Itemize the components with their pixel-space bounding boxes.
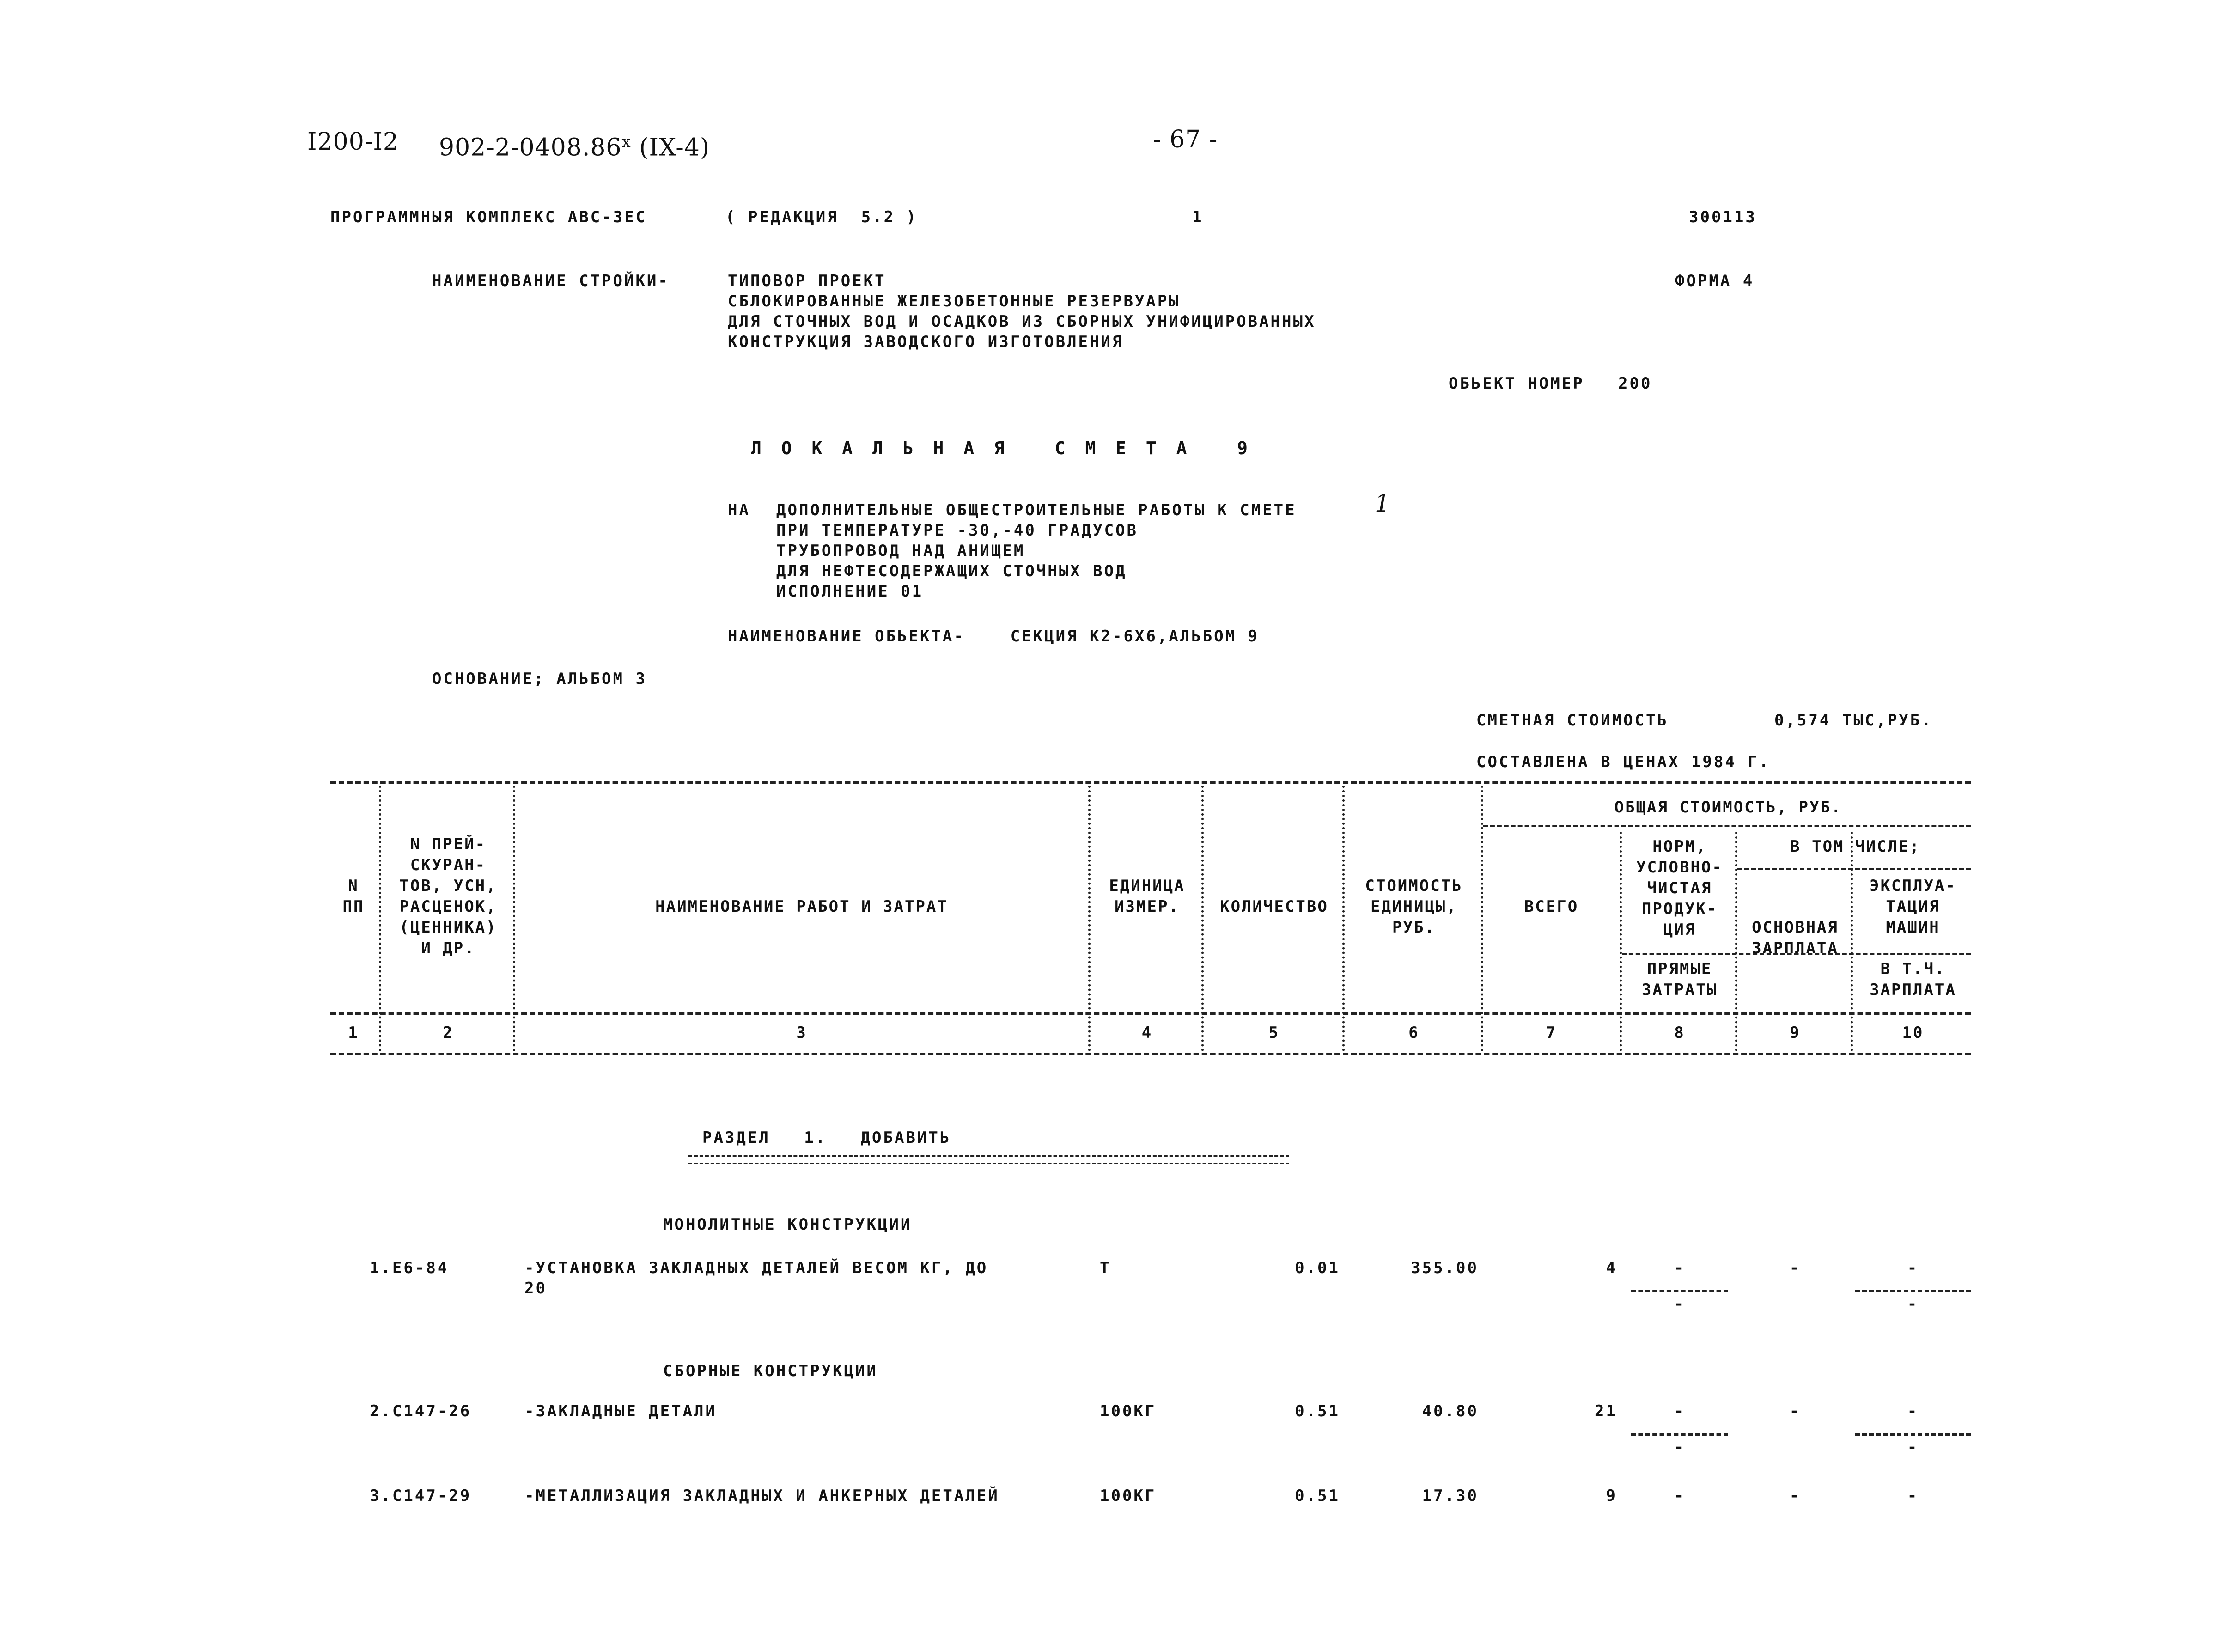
colnum-6: 6 bbox=[1408, 1024, 1420, 1042]
colnum-5: 5 bbox=[1268, 1024, 1280, 1042]
row-total: 4 bbox=[1606, 1259, 1617, 1277]
estimate-line-4: ДЛЯ НЕФТЕСОДЕРЖАЩИХ СТОЧНЫХ ВОД bbox=[776, 562, 1127, 580]
table-head-rule bbox=[330, 1012, 1971, 1015]
form-label: ФОРМА 4 bbox=[1675, 272, 1755, 290]
row-name: -МЕТАЛЛИЗАЦИЯ ЗАКЛАДНЫХ И АНКЕРНЫХ ДЕТАЛЕЙ bbox=[524, 1487, 999, 1505]
row-qty: 0.51 bbox=[1295, 1487, 1340, 1505]
program-code: 300113 bbox=[1689, 208, 1757, 226]
project-number bbox=[439, 132, 710, 162]
col-divider-9 bbox=[1851, 832, 1853, 1051]
row-code: 1.Е6-84 bbox=[370, 1259, 449, 1277]
row-salary: - bbox=[1789, 1402, 1801, 1420]
row-machine-salary: - bbox=[1907, 1438, 1919, 1457]
estimate-line-1: ДОПОЛНИТЕЛЬНЫЕ ОБЩЕСТРОИТЕЛЬНЫЕ РАБОТЫ К СМЕТЕ bbox=[776, 501, 1297, 519]
th-work-name: НАИМЕНОВАНИЕ РАБОТ И ЗАТРАТ bbox=[655, 897, 948, 916]
estimate-hand-number: 1 bbox=[1375, 490, 1391, 518]
program-label: ПРОГРАММНЫЯ КОМПЛЕКС АВС-ЗЕС bbox=[330, 208, 647, 226]
col-divider-5 bbox=[1342, 786, 1345, 1051]
colnum-1: 1 bbox=[348, 1024, 359, 1042]
th-salary: ОСНОВНАЯ ЗАРПЛАТА bbox=[1752, 918, 1839, 957]
page-number: - 67 - bbox=[1153, 126, 1218, 153]
row-direct: - bbox=[1674, 1295, 1686, 1313]
section-underline bbox=[688, 1155, 1289, 1164]
row-salary: - bbox=[1789, 1259, 1801, 1277]
colnum-4: 4 bbox=[1141, 1024, 1153, 1042]
total-cost-rule bbox=[1483, 825, 1971, 827]
row-sub-rule bbox=[1855, 1433, 1971, 1436]
row-total: 21 bbox=[1595, 1402, 1617, 1420]
row-qty: 0.51 bbox=[1295, 1402, 1340, 1420]
row-code: 2.С147-26 bbox=[370, 1402, 472, 1420]
colnum-2: 2 bbox=[443, 1024, 454, 1042]
object-number: ОБЬЕКТ НОМЕР 200 bbox=[1449, 374, 1652, 393]
row-name: -ЗАКЛАДНЫЕ ДЕТАЛИ bbox=[524, 1402, 717, 1420]
colnum-7: 7 bbox=[1546, 1024, 1557, 1042]
construction-label: НАИМЕНОВАНИЕ СТРОЙКИ- bbox=[432, 272, 670, 290]
row-norm: - bbox=[1674, 1487, 1686, 1505]
cost-value: 0,574 ТЫС,РУБ. bbox=[1774, 711, 1933, 730]
project-series: (IX-4) bbox=[639, 134, 710, 162]
row-price: 40.80 bbox=[1422, 1402, 1479, 1420]
col-divider-4 bbox=[1201, 786, 1204, 1051]
estimate-line-5: ИСПОЛНЕНИЕ 01 bbox=[776, 582, 924, 601]
th-total-cost: ОБЩАЯ СТОИМОСТЬ, РУБ. bbox=[1614, 798, 1842, 817]
th-machine-salary: В Т.Ч. ЗАРПЛАТА bbox=[1870, 960, 1956, 999]
th-incl: В ТОМ ЧИСЛЕ; bbox=[1790, 837, 1920, 856]
colnum-10: 10 bbox=[1902, 1024, 1924, 1042]
row-direct: - bbox=[1674, 1438, 1686, 1457]
colnum-9: 9 bbox=[1790, 1024, 1801, 1042]
row-salary: - bbox=[1789, 1487, 1801, 1505]
row-machine-salary: - bbox=[1907, 1295, 1919, 1313]
col-divider-1 bbox=[379, 786, 381, 1051]
group-precast: СБОРНЫЕ КОНСТРУКЦИИ bbox=[663, 1362, 878, 1380]
estimate-line-2: ПРИ ТЕМПЕРАТУРЕ -30,-40 ГРАДУСОВ bbox=[776, 521, 1139, 540]
group-monolithic: МОНОЛИТНЫЕ КОНСТРУКЦИИ bbox=[663, 1215, 912, 1234]
estimate-line-3: ТРУБОПРОВОД НАД АНИЩЕМ bbox=[776, 542, 1025, 560]
row-price: 355.00 bbox=[1411, 1259, 1479, 1277]
program-num: 1 bbox=[1192, 208, 1204, 226]
col-divider-2 bbox=[513, 786, 515, 1051]
sheet-code: I200-I2 bbox=[307, 128, 399, 156]
row-machines: - bbox=[1907, 1402, 1919, 1420]
row-norm: - bbox=[1674, 1402, 1686, 1420]
th-norm: НОРМ, УСЛОВНО- ЧИСТАЯ ПРОДУК- ЦИЯ bbox=[1636, 837, 1723, 939]
table-top-rule bbox=[330, 781, 1971, 784]
col-divider-7 bbox=[1620, 832, 1622, 1051]
table-bottom-rule bbox=[330, 1053, 1971, 1055]
th-unit: ЕДИНИЦА ИЗМЕР. bbox=[1109, 877, 1185, 916]
construction-line-4: КОНСТРУКЦИЯ ЗАВОДСКОГО ИЗГОТОВЛЕНИЯ bbox=[728, 333, 1124, 351]
construction-line-3: ДЛЯ СТОЧНЫХ ВОД И ОСАДКОВ ИЗ СБОРНЫХ УНИФИЦИРОВАННЫХ bbox=[728, 312, 1316, 331]
th-pricelist: N ПРЕЙ- СКУРАН- ТОВ, УСН, РАСЦЕНОК, (ЦЕННИКА) И ДР. bbox=[399, 835, 497, 957]
row-price: 17.30 bbox=[1422, 1487, 1479, 1505]
row-unit: 100КГ bbox=[1100, 1487, 1157, 1505]
row-unit: 100КГ bbox=[1100, 1402, 1157, 1420]
program-edition: ( РЕДАКЦИЯ 5.2 ) bbox=[725, 208, 918, 226]
colnum-8: 8 bbox=[1674, 1024, 1685, 1042]
estimate-title: Л О К А Л Ь Н А Я С М Е Т А 9 bbox=[751, 438, 1252, 458]
col-divider-3 bbox=[1088, 786, 1091, 1051]
th-total: ВСЕГО bbox=[1524, 897, 1579, 916]
row-norm: - bbox=[1674, 1259, 1686, 1277]
construction-line-1: ТИПОВОР ПРОЕКТ bbox=[728, 272, 886, 290]
estimate-na: НА bbox=[728, 501, 750, 519]
construction-line-2: СБЛОКИРОВАННЫЕ ЖЕЛЕЗОБЕТОННЫЕ РЕЗЕРВУАРЫ bbox=[728, 292, 1180, 311]
row-total: 9 bbox=[1606, 1487, 1617, 1505]
object-name: НАИМЕНОВАНИЕ ОБЬЕКТА- СЕКЦИЯ К2-6Х6,АЛЬБОМ 9 bbox=[728, 627, 1260, 646]
row-code: 3.С147-29 bbox=[370, 1487, 472, 1505]
row-machines: - bbox=[1907, 1259, 1919, 1277]
row-machines: - bbox=[1907, 1487, 1919, 1505]
th-num: N ПП bbox=[342, 877, 365, 916]
project-code: 902-2-0408.86 bbox=[439, 134, 622, 162]
cost-label: СМЕТНАЯ СТОИМОСТЬ bbox=[1476, 711, 1669, 730]
basis: ОСНОВАНИЕ; АЛЬБОМ 3 bbox=[432, 670, 647, 688]
row-sub-rule bbox=[1855, 1290, 1971, 1292]
row-unit: Т bbox=[1100, 1259, 1111, 1277]
project-sup: x bbox=[621, 133, 631, 151]
prices-year: СОСТАВЛЕНА В ЦЕНАХ 1984 Г. bbox=[1476, 753, 1771, 771]
row-qty: 0.01 bbox=[1295, 1259, 1340, 1277]
section-title: РАЗДЕЛ 1. ДОБАВИТЬ bbox=[702, 1128, 951, 1147]
incl-rule bbox=[1737, 868, 1971, 870]
row-sub-rule bbox=[1631, 1433, 1728, 1436]
th-unit-cost: СТОИМОСТЬ ЕДИНИЦЫ, РУБ. bbox=[1365, 877, 1463, 937]
th-machines: ЭКСПЛУА- ТАЦИЯ МАШИН bbox=[1870, 877, 1956, 937]
colnum-3: 3 bbox=[796, 1024, 807, 1042]
col-divider-8 bbox=[1735, 832, 1737, 1051]
th-direct: ПРЯМЫЕ ЗАТРАТЫ bbox=[1641, 960, 1718, 999]
row-name: -УСТАНОВКА ЗАКЛАДНЫХ ДЕТАЛЕЙ ВЕСОМ КГ, ДО 20 bbox=[524, 1259, 988, 1298]
th-quantity: КОЛИЧЕСТВО bbox=[1220, 897, 1328, 916]
row-sub-rule bbox=[1631, 1290, 1728, 1292]
